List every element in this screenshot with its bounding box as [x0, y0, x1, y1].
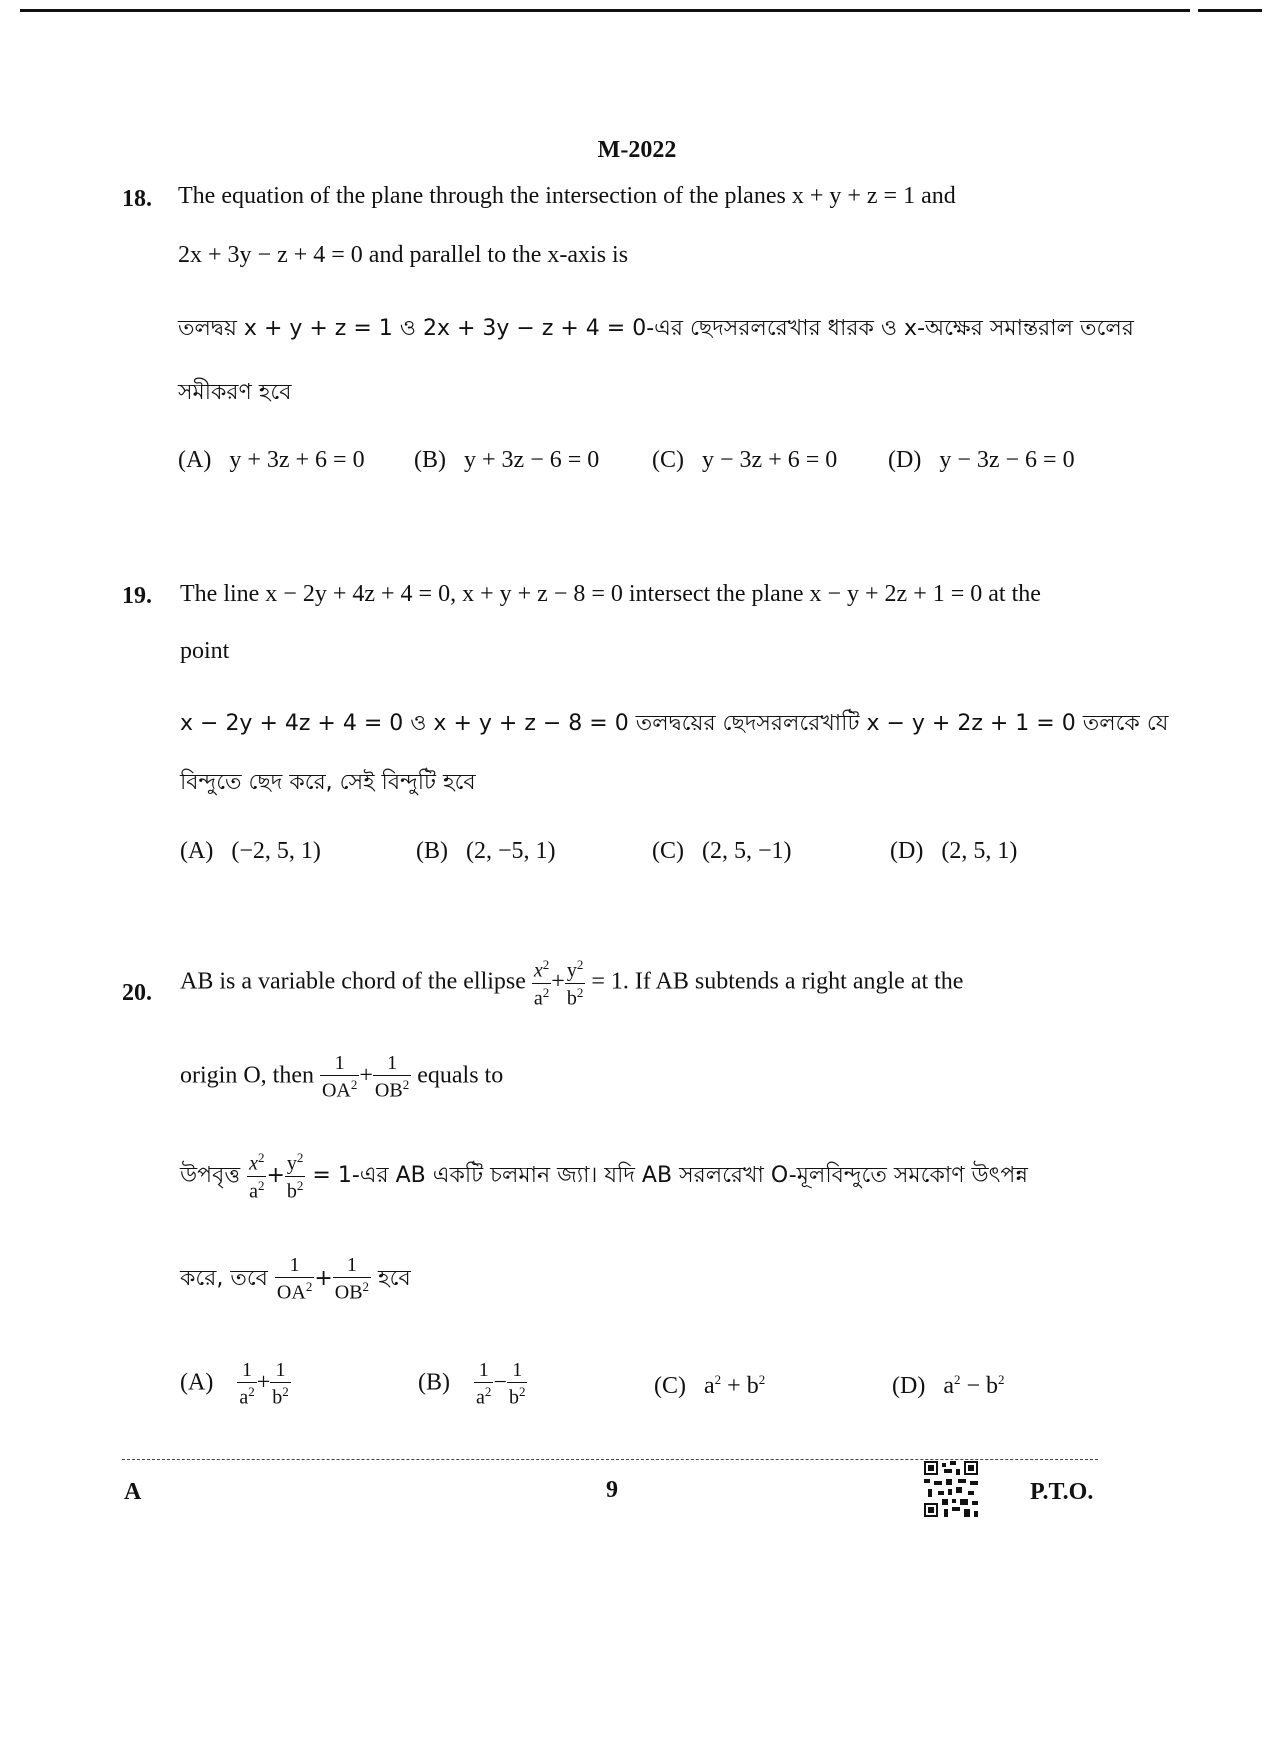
question-20-text-line2: origin O, then $\frac{1}{OA^2}$ + $\frac{1}{OB^2}$ equals to [180, 1052, 504, 1102]
question-18-text-a: The equation of the plane through the intersection of the planes [178, 183, 792, 209]
question-19-text-line2: point [180, 638, 230, 664]
fraction-y2-over-b2-bn: $\frac{y^2}{b^2}$ [286, 1150, 304, 1203]
footer-set-code: A [124, 1479, 142, 1505]
question-20-option-d: (D) $a^2 - b^2$ [892, 1372, 1005, 1399]
question-20-bengali-a: উপবৃত্ত [180, 1163, 241, 1189]
question-20-bengali-c: করে, তবে [180, 1265, 268, 1291]
question-19-option-b: (B) (2, −5, 1) [416, 838, 556, 864]
footer-rule [122, 1459, 1098, 1460]
question-19-option-c: (C) (2, 5, −1) [652, 838, 792, 864]
question-20-text-c: origin O, then [180, 1062, 314, 1089]
question-18-bengali-line1: তলদ্বয় x + y + z = 1 ও 2x + 3y − z + 4 = 0-এর ছেদসরলরেখার ধারক ও x-অক্ষের সমান্তরাল তলের [178, 316, 1134, 341]
question-20-bengali-line1: উপবৃত্ত $\frac{x^2}{a^2}$ + $\frac{y^2}{b^2}$ = 1-এর AB একটি চলমান জ্যা। যদি AB সরলরেখা O-মূলবিন্দুতে সমকোণ উৎপন্ন [180, 1150, 1028, 1203]
question-18-option-a: (A) y + 3z + 6 = 0 [178, 447, 365, 473]
question-20-bengali-b: = 1-এর AB একটি চলমান জ্যা। যদি AB সরলরেখা O-মূলবিন্দুতে সমকোণ উৎপন্ন [312, 1163, 1028, 1189]
question-20-bengali-line2: করে, তবে $\frac{1}{OA^2}$ + $\frac{1}{OB^2}$ হবে [180, 1254, 411, 1304]
question-20-option-b: (B) $\frac{1}{a^2}$ − $\frac{1}{b^2}$ [418, 1359, 526, 1409]
question-20-option-a: (A) $\frac{1}{a^2}$ + $\frac{1}{b^2}$ [180, 1359, 289, 1409]
question-19-number: 19. [122, 583, 152, 609]
question-18-number: 18. [122, 186, 152, 212]
question-19-option-a: (A) (−2, 5, 1) [180, 838, 321, 864]
fraction-1-over-oa2-bn: $\frac{1}{OA^2}$ [276, 1254, 313, 1304]
question-18-bengali-line2: সমীকরণ হবে [178, 380, 292, 405]
question-18-text-line2: 2x + 3y − z + 4 = 0 and parallel to the x-axis is [178, 242, 629, 268]
question-18-text-eq: x + y + z = 1 and [791, 183, 956, 209]
fraction-x2-over-a2-bn: $\frac{x^2}{a^2}$ [249, 1150, 265, 1203]
qr-code-icon [924, 1461, 978, 1517]
top-rule-right [1198, 9, 1262, 12]
question-20-option-c: (C) $a^2 + b^2$ [654, 1372, 766, 1399]
fraction-x2-over-a2: $\frac{x^2}{a^2}$ [533, 957, 550, 1010]
question-18-option-c: (C) y − 3z + 6 = 0 [652, 447, 838, 473]
question-19-bengali-line1: x − 2y + 4z + 4 = 0 ও x + y + z − 8 = 0 তলদ্বয়ের ছেদসরলরেখাটি x − y + 2z + 1 = 0 তলকে যে [180, 711, 1169, 736]
question-20-text-b: = 1. If AB subtends a right angle at the [591, 968, 964, 995]
top-rule [20, 9, 1190, 12]
question-20-number: 20. [122, 980, 152, 1006]
question-18-option-d: (D) y − 3z − 6 = 0 [888, 447, 1075, 473]
question-20-bengali-d: হবে [378, 1265, 411, 1291]
question-20-text-a: AB is a variable chord of the ellipse [180, 968, 526, 995]
fraction-1-over-ob2: $\frac{1}{OB^2}$ [374, 1052, 410, 1102]
question-20-text-line1: AB is a variable chord of the ellipse $\frac{x^2}{a^2}$ + $\frac{y^2}{b^2}$ = 1. If AB subtends a right angle at the [180, 957, 964, 1010]
question-19-bengali-line2: বিন্দুতে ছেদ করে, সেই বিন্দুটি হবে [180, 770, 476, 795]
question-18-text-line1 [178, 183, 956, 210]
page-number: 9 [606, 1477, 618, 1503]
question-18-option-b: (B) y + 3z − 6 = 0 [414, 447, 600, 473]
fraction-1-over-ob2-bn: $\frac{1}{OB^2}$ [334, 1254, 370, 1304]
fraction-y2-over-b2: $\frac{y^2}{b^2}$ [566, 957, 584, 1010]
question-19-text-line1: The line x − 2y + 4z + 4 = 0, x + y + z − 8 = 0 intersect the plane x − y + 2z + 1 = 0 at the [180, 581, 1041, 607]
question-19-option-d: (D) (2, 5, 1) [890, 838, 1018, 864]
question-20-text-d: equals to [417, 1062, 504, 1089]
fraction-1-over-oa2: $\frac{1}{OA^2}$ [321, 1052, 358, 1102]
please-turn-over: P.T.O. [1030, 1479, 1094, 1505]
paper-code: M-2022 [597, 137, 677, 163]
